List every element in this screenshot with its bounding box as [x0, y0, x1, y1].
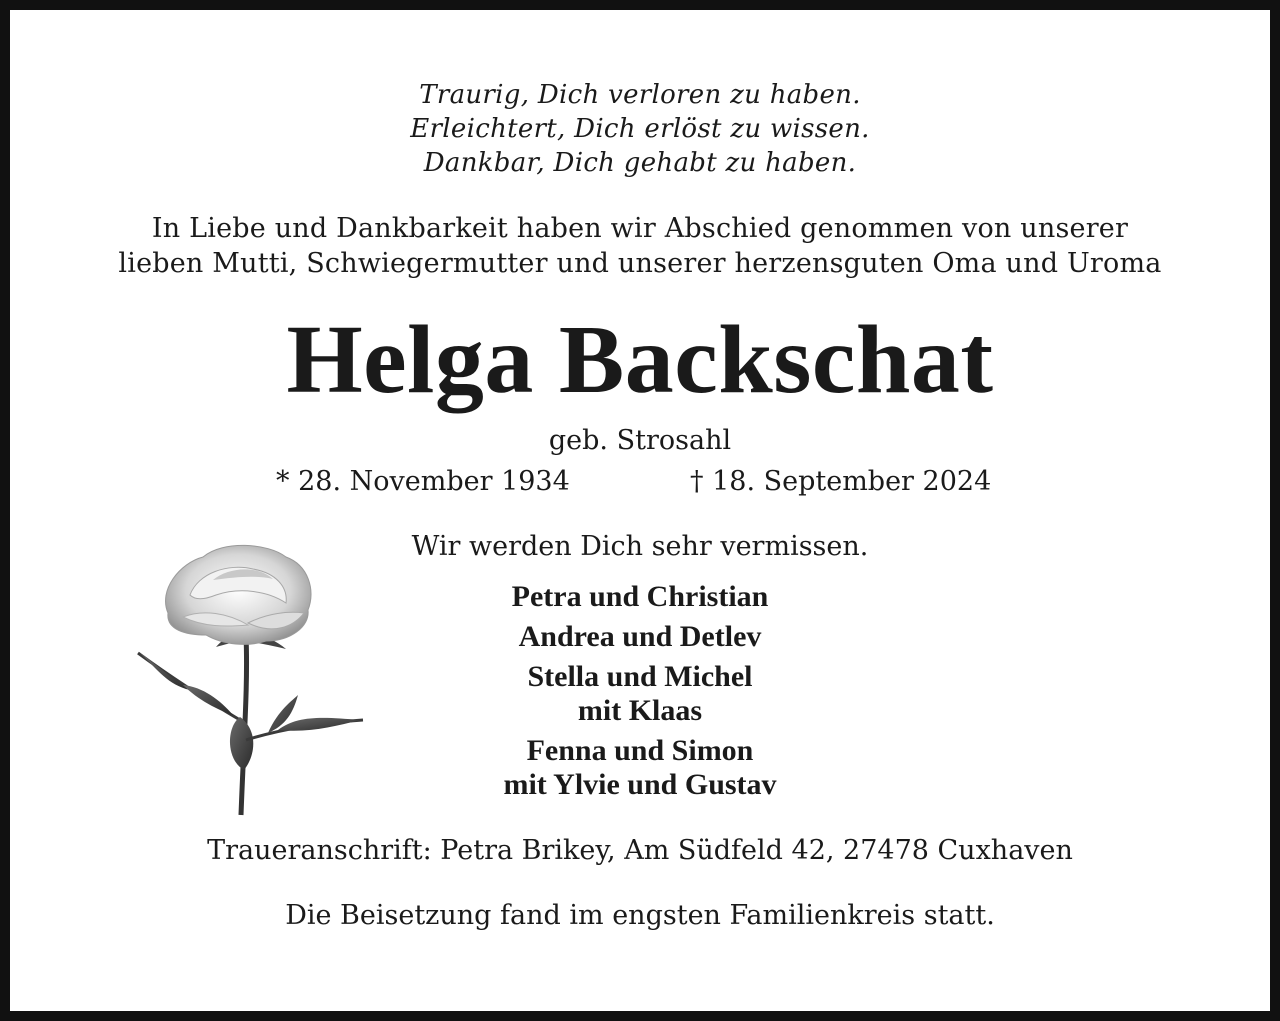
family-line-3: Stella und Michel — [527, 660, 753, 693]
verse-line-2: Erleichtert, Dich erlöst zu wissen. — [410, 114, 870, 144]
mourning-address: Traueranschrift: Petra Brikey, Am Südfeld 42, 27478 Cuxhaven — [207, 835, 1073, 866]
death-date: † 18. September 2024 — [690, 466, 992, 497]
miss-line: Wir werden Dich sehr vermissen. — [411, 531, 869, 562]
family-line-5: Fenna und Simon — [526, 734, 754, 767]
maiden-name: geb. Strosahl — [548, 425, 732, 456]
funeral-note: Die Beisetzung fand im engsten Familienkreis statt. — [285, 900, 995, 931]
family-line-6: mit Ylvie und Gustav — [503, 768, 777, 801]
family-line-1: Petra und Christian — [511, 580, 769, 613]
family-line-2: Andrea und Detlev — [518, 620, 762, 653]
verse-line-1: Traurig, Dich verloren zu haben. — [419, 80, 861, 110]
verse-line-3: Dankbar, Dich gehabt zu haben. — [423, 148, 857, 178]
rose-icon — [128, 535, 368, 829]
intro-line-2: lieben Mutti, Schwiegermutter und unserer herzensguten Oma und Uroma — [118, 248, 1162, 279]
intro-line-1: In Liebe und Dankbarkeit haben wir Abschied genommen von unserer — [151, 213, 1129, 244]
family-line-4: mit Klaas — [577, 694, 703, 727]
deceased-name: Helga Backschat — [286, 306, 994, 414]
birth-date: * 28. November 1934 — [276, 466, 570, 497]
